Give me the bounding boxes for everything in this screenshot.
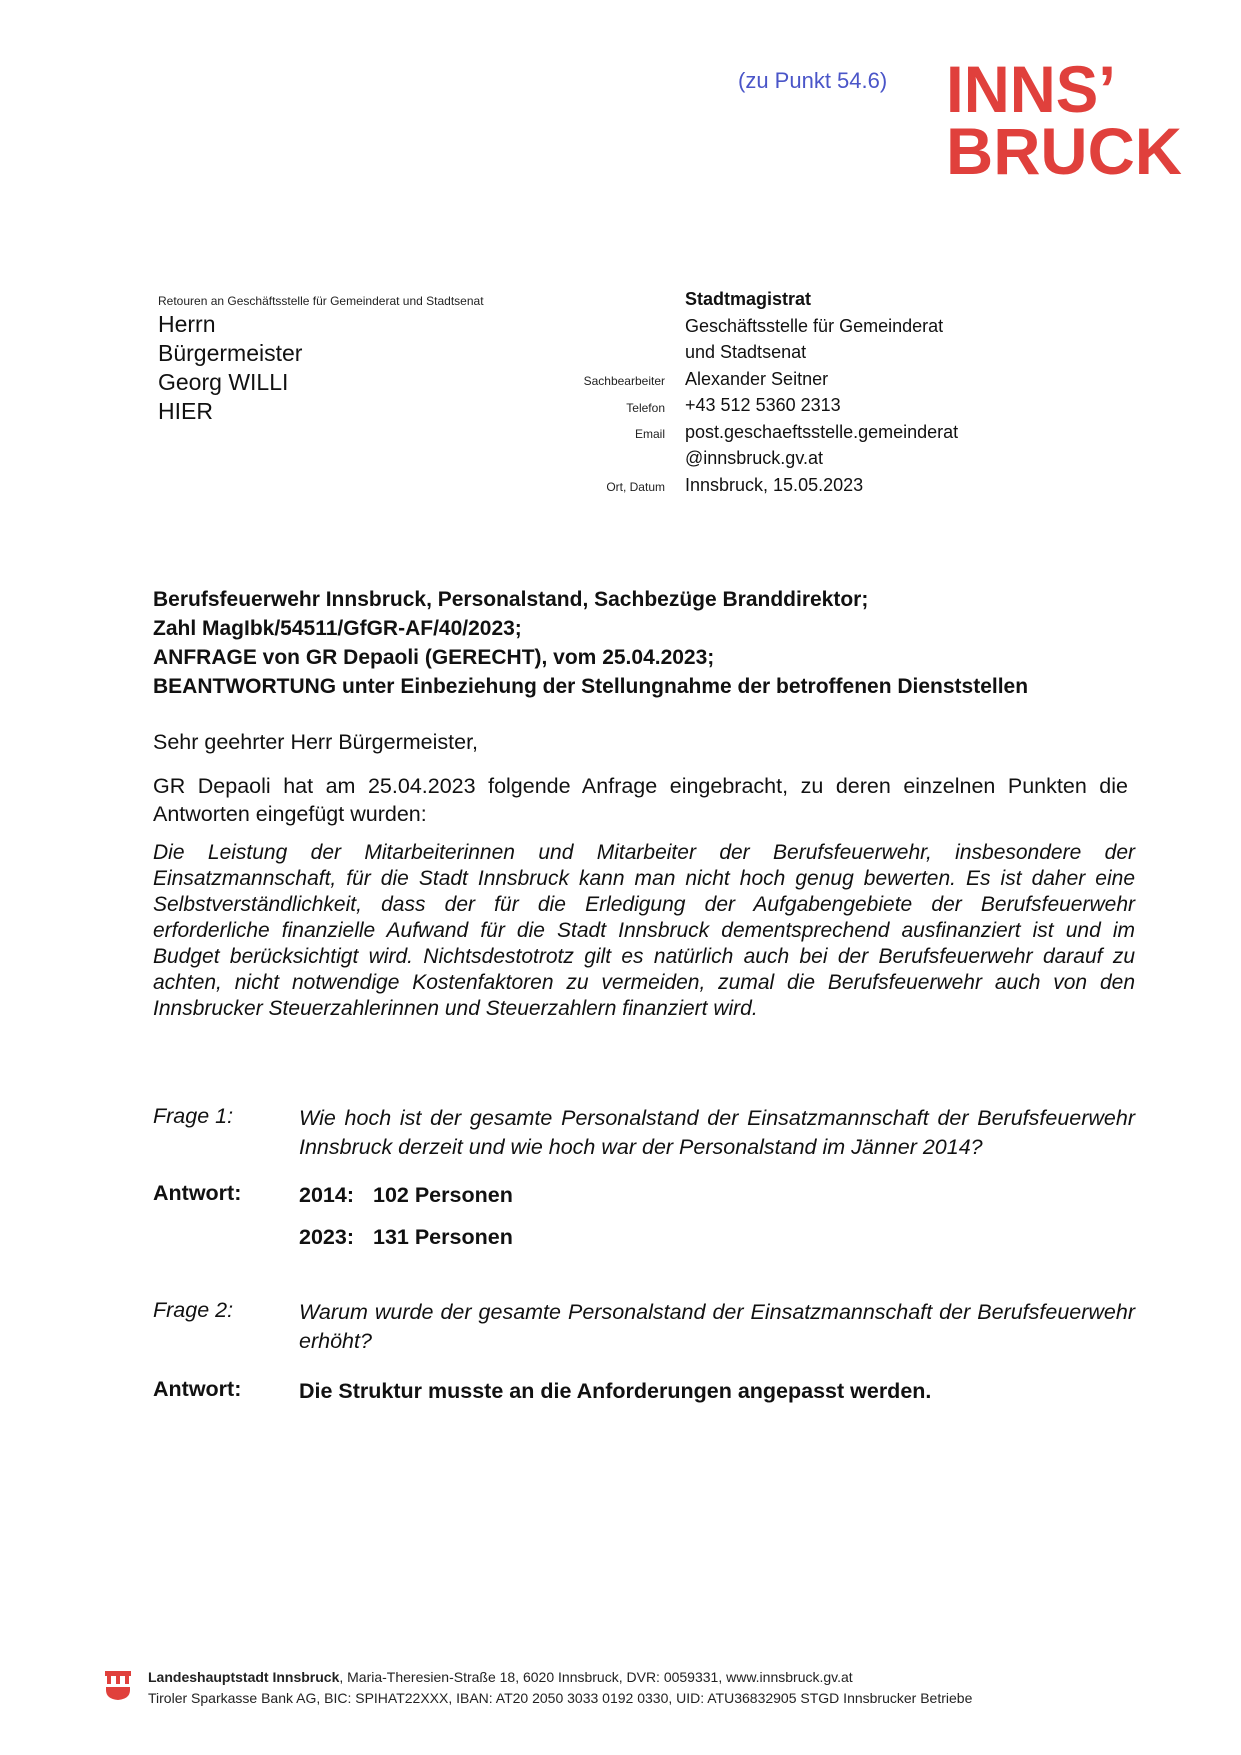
return-address: Retouren an Geschäftsstelle für Gemeinderat und Stadtsenat: [158, 294, 484, 308]
question-2-label: Frage 2:: [153, 1298, 234, 1322]
recipient-line: Georg WILLI: [158, 369, 289, 395]
city-crest-icon: [104, 1667, 132, 1701]
salutation: Sehr geehrter Herr Bürgermeister,: [153, 730, 479, 754]
recipient-address: [158, 310, 302, 426]
logo-line-1: INNS’: [946, 56, 1116, 126]
subject-line: Berufsfeuerwehr Innsbruck, Personalstand, Sachbezüge Branddirektor;: [153, 588, 869, 611]
footer-line-2: Tiroler Sparkasse Bank AG, BIC: SPIHAT22XXX, IBAN: AT20 2050 3033 0192 0330, UID: ATU36832905 STGD Innsbrucker Betriebe: [148, 1690, 973, 1706]
question-1-text: Wie hoch ist der gesamte Personalstand der Einsatzmannschaft der Berufsfeuerwehr Innsbruck derzeit und wie hoch war der Personalstand im Jänner 2014?: [299, 1106, 1135, 1159]
footer-address: , Maria-Theresien-Straße 18, 6020 Innsbruck, DVR: 0059331, www.innsbruck.gv.at: [339, 1669, 853, 1685]
footer-city: Landeshauptstadt Innsbruck: [148, 1669, 340, 1685]
answer-value: 102 Personen: [373, 1183, 513, 1207]
sender-dept: Geschäftsstelle für Gemeinderat: [685, 315, 944, 336]
question-2-text: Warum wurde der gesamte Personalstand der Einsatzmannschaft der Berufsfeuerwehr erhöht?: [299, 1300, 1135, 1353]
sender-dept: und Stadtsenat: [685, 342, 807, 362]
intro-paragraph: GR Depaoli hat am 25.04.2023 folgende Anfrage eingebracht, zu deren einzelnen Punkten die Antworten eingefügt wurden:: [153, 774, 1128, 826]
answer-year: 2023:: [299, 1225, 354, 1249]
phone-label: Telefon: [626, 401, 665, 415]
subject-line: BEANTWORTUNG unter Einbeziehung der Stellungnahme der betroffenen Dienststellen: [153, 675, 1029, 698]
subject-line: ANFRAGE von GR Depaoli (GERECHT), vom 25.04.2023;: [153, 646, 715, 669]
answer-2-text: Die Struktur musste an die Anforderungen angepasst werden.: [299, 1379, 932, 1403]
answer-1-line: [299, 1181, 1135, 1210]
sender-org: Stadtmagistrat: [685, 289, 812, 309]
sender-phone: +43 512 5360 2313: [685, 395, 841, 415]
inquiry-quote: Die Leistung der Mitarbeiterinnen und Mitarbeiter der Berufsfeuerwehr, insbesondere der Einsatzmannschaft, für die Stadt Innsbruck kann man nicht hoch genug bewerten. Es ist daher eine Selbstverständlichkeit, dass der für die Erledigung der Aufgabengebiete der Berufsfeuerwehr erforderliche finanzielle Aufwand für die Stadt Innsbruck dementsprechend ausfinanziert ist und im Budget berücksichtigt wird. Nichtsdestotrotz gilt es natürlich auch bei der Berufsfeuerwehr darauf zu achten, nicht notwendige Kostenfaktoren zu vermeiden, zumal die Berufsfeuerwehr auch von den Innsbrucker Steuerzahlerinnen und Steuerzahlern finanziert wird.: [153, 841, 1135, 1020]
question-1-label: Frage 1:: [153, 1104, 234, 1128]
sender-block: [685, 286, 958, 498]
footer: [148, 1667, 972, 1709]
recipient-line: Bürgermeister: [158, 340, 303, 366]
recipient-line: Herrn: [158, 311, 216, 337]
clerk-label: Sachbearbeiter: [583, 374, 665, 388]
answer-2-label: Antwort:: [153, 1377, 242, 1401]
subject-line: Zahl MagIbk/54511/GfGR-AF/40/2023;: [153, 617, 522, 640]
answer-value: 131 Personen: [373, 1225, 513, 1249]
answer-1-line: [299, 1223, 1135, 1252]
recipient-line: HIER: [158, 398, 213, 424]
reference-note: (zu Punkt 54.6): [738, 68, 888, 93]
sender-email: post.geschaeftsstelle.gemeinderat: [685, 421, 959, 442]
sender-email: @innsbruck.gv.at: [685, 448, 823, 468]
date-label: Ort, Datum: [606, 480, 665, 494]
subject: [153, 585, 1028, 701]
sender-clerk: Alexander Seitner: [685, 368, 829, 389]
email-label: Email: [634, 427, 665, 441]
answer-1-label: Antwort:: [153, 1181, 242, 1205]
footer-line-1: [148, 1667, 972, 1688]
logo-line-2: BRUCK: [946, 114, 1183, 180]
sender-date: Innsbruck, 15.05.2023: [685, 474, 864, 495]
innsbruck-logo: [946, 56, 1186, 180]
answer-year: 2014:: [299, 1183, 354, 1207]
